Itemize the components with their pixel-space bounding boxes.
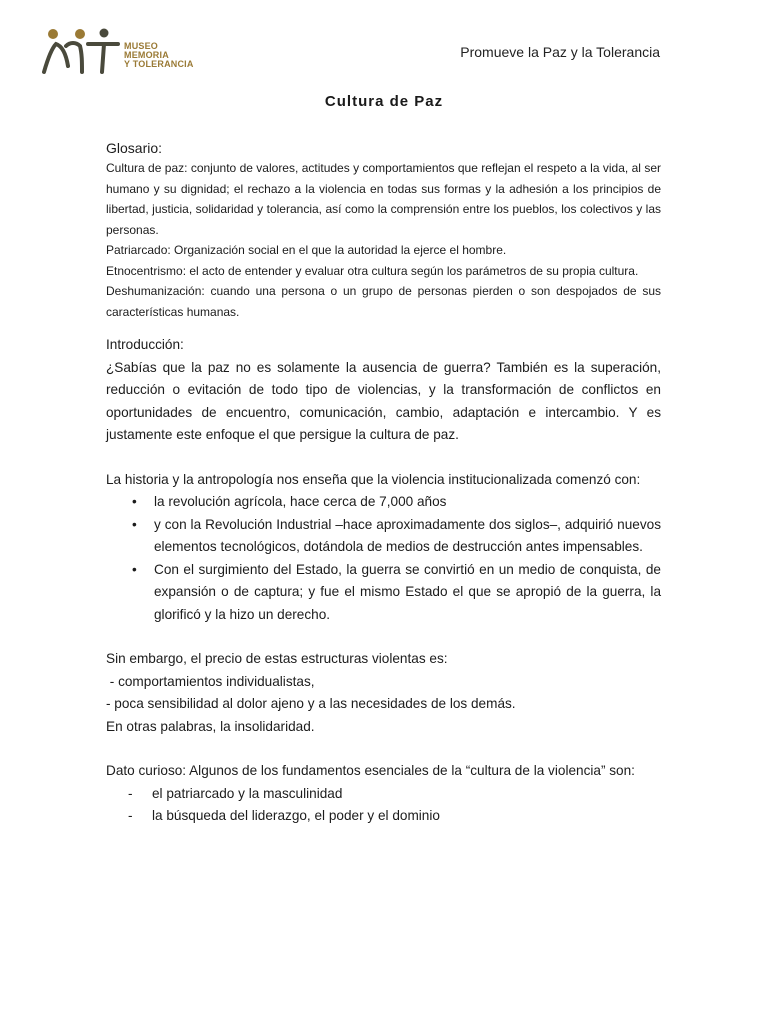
logo-mark-icon (42, 28, 122, 78)
cost-line: - comportamientos individualistas, (106, 673, 315, 689)
list-item (106, 559, 661, 627)
list-item (106, 491, 661, 514)
fun-fact-paragraph: Dato curioso: Algunos de los fundamentos esenciales de la “cultura de la violencia” son: (106, 763, 635, 778)
intro-paragraph: ¿Sabías que la paz no es solamente la ausencia de guerra? También es la superación, reducción o evitación de todo tipo de violencias, y la transformación de conflictos en oportunidades de encuentro, comunicación, cambio, adaptación e intercambio. Y es justamente este enfoque el que persigue la cultura de paz. (106, 359, 661, 442)
glossary-entry: Deshumanización: cuando una persona o un grupo de personas pierden o son despojados de sus características humanas. (106, 284, 661, 319)
museum-logo (42, 28, 202, 78)
history-list (106, 491, 661, 626)
page-title: Cultura de Paz (324, 93, 444, 110)
intro-heading: Introducción: (106, 337, 184, 352)
bullet-marker: • (132, 561, 137, 577)
list-item (106, 514, 661, 559)
dash-marker: - (128, 808, 133, 823)
history-paragraph: La historia y la antropología nos enseña que la violencia institucionalizada comenzó con: (106, 471, 641, 487)
cost-line: - poca sensibilidad al dolor ajeno y a las necesidades de los demás. (106, 696, 516, 711)
glossary-entry: Patriarcado: Organización social en el que la autoridad la ejerce el hombre. (106, 243, 507, 257)
dash-marker: - (128, 785, 133, 801)
logo-wordmark (124, 42, 194, 69)
list-item-text: y con la Revolución Industrial –hace aproximadamente dos siglos–, adquirió nuevos elementos tecnológicos, dotándola de medios de destrucción antes impensables. (154, 516, 661, 554)
cost-line: En otras palabras, la insolidaridad. (106, 718, 315, 734)
list-item-text: la búsqueda del liderazgo, el poder y el dominio (152, 808, 440, 823)
fun-fact-list (106, 783, 661, 828)
logo-line: MUSEO (124, 41, 159, 51)
list-item-text: la revolución agrícola, hace cerca de 7,000 años (154, 494, 447, 509)
cost-paragraph (106, 648, 661, 738)
bullet-marker: • (132, 494, 137, 509)
list-item (106, 783, 661, 806)
list-item-text: Con el surgimiento del Estado, la guerra se convirtió en un medio de conquista, de expansión o de captura; y fue el mismo Estado el que se apropió de la guerra, la glorificó y la hizo un derecho. (154, 561, 661, 622)
header-tagline: Promueve la Paz y la Tolerancia (460, 44, 660, 60)
glossary-heading: Glosario: (106, 140, 163, 156)
cost-line: Sin embargo, el precio de estas estructuras violentas es: (106, 651, 448, 666)
glossary-entry: Cultura de paz: conjunto de valores, actitudes y comportamientos que reflejan el respeto a la vida, al ser humano y su dignidad; el rechazo a la violencia en todas sus formas y la adhesión a los principios de libertad, justicia, solidaridad y tolerancia, así como la comprensión entre los pueblos, los colectivos y las personas. (106, 161, 661, 237)
glossary-list (106, 158, 661, 322)
list-item (106, 805, 661, 828)
glossary-entry: Etnocentrismo: el acto de entender y evaluar otra cultura según los parámetros de su propia cultura. (106, 263, 639, 278)
logo-line: Y TOLERANCIA (124, 59, 194, 69)
list-item-text: el patriarcado y la masculinidad (152, 785, 343, 801)
logo-line: MEMORIA (124, 50, 169, 60)
document-body (106, 138, 661, 828)
bullet-marker: • (132, 516, 137, 532)
